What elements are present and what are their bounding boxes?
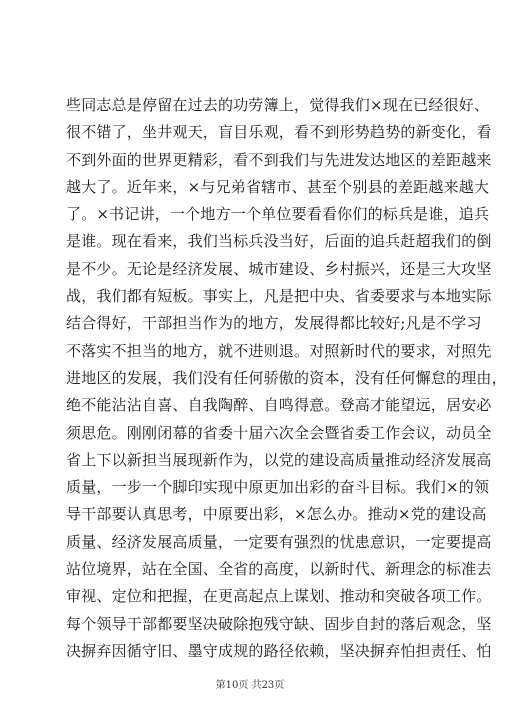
- text-line: 决摒弃因循守旧、墨守成规的路径依赖，坚决摒弃怕担责任、怕: [66, 641, 492, 660]
- text-line: 进地区的发展，我们没有任何骄傲的资本，没有任何懈怠的理由，: [66, 368, 507, 387]
- text-line: 了。×书记讲，一个地方一个单位要看看你们的标兵是谁，追兵: [66, 205, 490, 224]
- text-line: 不落实不担当的地方，就不进则退。对照新时代的要求，对照先: [66, 341, 492, 360]
- text-line: 是不少。无论是经济发展、城市建设、乡村振兴，还是三大攻坚: [66, 259, 492, 278]
- text-line: 审视、定位和把握，在更高起点上谋划、推动和突破各项工作。: [66, 587, 492, 606]
- text-line: 省上下以新担当展现新作为，以党的建设高质量推动经济发展高: [66, 450, 492, 469]
- text-line: 越大了。近年来，×与兄弟省辖市、甚至个别县的差距越来越大: [66, 177, 490, 196]
- text-line: 很不错了，坐井观天，盲目乐观，看不到形势趋势的新变化，看: [66, 123, 492, 142]
- text-line: 不到外面的世界更精彩，看不到我们与先进发达地区的差距越来: [66, 150, 492, 169]
- text-line: 质量、经济发展高质量，一定要有强烈的忧患意识，一定要提高: [66, 532, 492, 551]
- text-line: 结合得好，干部担当作为的地方，发展得都比较好;凡是不学习: [66, 314, 482, 333]
- page-footer: 第10页 共23页: [215, 680, 285, 691]
- text-line: 是谁。现在看来，我们当标兵没当好，后面的追兵赶超我们的倒: [66, 232, 492, 251]
- text-line: 站位境界，站在全国、全省的高度，以新时代、新理念的标准去: [66, 560, 492, 579]
- text-line: 导干部要认真思考，中原要出彩，×怎么办。推动×党的建设高: [66, 505, 487, 524]
- text-line: 些同志总是停留在过去的功劳簿上，觉得我们×现在已经很好、: [66, 96, 490, 114]
- text-line: 每个领导干部都要坚决破除抱残守缺、固步自封的落后观念，坚: [66, 614, 492, 633]
- text-line: 须思危。刚刚闭幕的省委十届六次全会暨省委工作会议，动员全: [66, 423, 492, 442]
- body-paragraph: [66, 92, 507, 665]
- text-line: 战，我们都有短板。事实上，凡是把中央、省委要求与本地实际: [66, 287, 492, 306]
- text-line: 绝不能沾沾自喜、自我陶醉、自鸣得意。登高才能望远，居安必: [66, 396, 492, 415]
- text-line: 质量，一步一个脚印实现中原更加出彩的奋斗目标。我们×的领: [66, 478, 490, 497]
